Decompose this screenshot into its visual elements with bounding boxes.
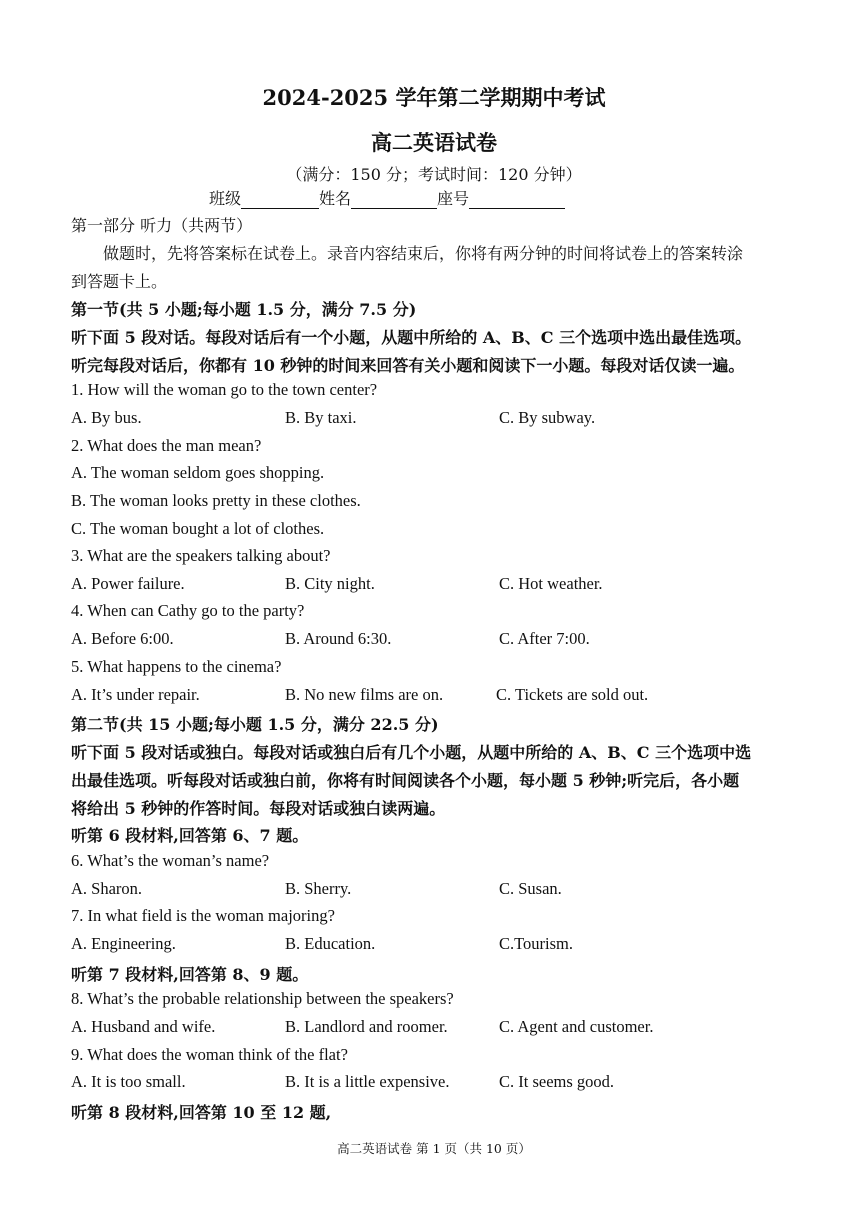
name-blank[interactable] <box>351 192 437 209</box>
question-1-option-b: B. By taxi. <box>285 408 357 427</box>
question-8-option-b: B. Landlord and roomer. <box>285 1017 448 1036</box>
question-4-stem: 4. When can Cathy go to the party? <box>71 601 305 620</box>
question-5-option-b: B. No new films are on. <box>285 685 444 704</box>
part1-heading: 第一部分 听力（共两节） <box>71 216 253 235</box>
class-blank[interactable] <box>241 192 319 209</box>
part1-instructions-line2: 到答题卡上。 <box>71 272 168 291</box>
question-4-option-a: A. Before 6:00. <box>71 629 174 648</box>
question-9-option-a: A. It is too small. <box>71 1072 186 1091</box>
student-info-row <box>209 186 565 209</box>
section1-desc-line2: 听完每段对话后，你都有 10 秒钟的时间来回答有关小题和阅读下一小题。每段对话仅读一遍。 <box>71 356 745 375</box>
question-2-option-a: A. The woman seldom goes shopping. <box>71 463 325 482</box>
question-3-stem: 3. What are the speakers talking about? <box>71 546 331 565</box>
section2-desc-line2: 出最佳选项。听每段对话或独白前，你将有时间阅读各个小题，每小题 5 秒钟;听完后，各小题 <box>71 771 740 790</box>
question-3-option-a: A. Power failure. <box>71 574 185 593</box>
question-5-option-a: A. It’s under repair. <box>71 685 200 704</box>
question-5-option-c: C. Tickets are sold out. <box>496 685 649 704</box>
question-8-option-a: A. Husband and wife. <box>71 1017 216 1036</box>
question-2-option-b: B. The woman looks pretty in these clothes. <box>71 491 361 510</box>
material-8-heading: 听第 8 段材料,回答第 10 至 12 题, <box>71 1103 332 1122</box>
question-3-option-b: B. City night. <box>285 574 375 593</box>
section2-desc-line1: 听下面 5 段对话或独白。每段对话或独白后有几个小题，从题中所给的 A、B、C 三个选项中选 <box>71 743 752 762</box>
question-8-option-c: C. Agent and customer. <box>499 1017 654 1036</box>
question-1-option-a: A. By bus. <box>71 408 142 427</box>
question-3-option-c: C. Hot weather. <box>499 574 603 593</box>
class-label: 班级 <box>209 189 242 208</box>
question-7-option-a: A. Engineering. <box>71 934 176 953</box>
seat-label: 座号 <box>437 189 470 208</box>
question-9-option-b: B. It is a little expensive. <box>285 1072 450 1091</box>
question-4-option-b: B. Around 6:30. <box>285 629 392 648</box>
question-6-stem: 6. What’s the woman’s name? <box>71 851 270 870</box>
part1-instructions-line1: 做题时，先将答案标在试卷上。录音内容结束后，你将有两分钟的时间将试卷上的答案转涂 <box>103 244 744 263</box>
question-7-stem: 7. In what field is the woman majoring? <box>71 906 335 925</box>
question-6-option-a: A. Sharon. <box>71 879 143 898</box>
name-label: 姓名 <box>319 189 352 208</box>
section2-desc-line3: 将给出 5 秒钟的作答时间。每段对话或独白读两遍。 <box>71 799 446 818</box>
question-8-stem: 8. What’s the probable relationship between the speakers? <box>71 989 454 1008</box>
exam-title: 2024-2025 学年第二学期期中考试 <box>262 85 606 110</box>
question-1-stem: 1. How will the woman go to the town center? <box>71 380 378 399</box>
material-7-heading: 听第 7 段材料,回答第 8、9 题。 <box>71 965 309 984</box>
question-2-stem: 2. What does the man mean? <box>71 436 262 455</box>
question-5-stem: 5. What happens to the cinema? <box>71 657 282 676</box>
question-6-option-b: B. Sherry. <box>285 879 352 898</box>
question-7-option-b: B. Education. <box>285 934 376 953</box>
exam-meta: （满分：150 分；考试时间：120 分钟） <box>286 165 582 184</box>
page-footer: 高二英语试卷 第 1 页（共 10 页） <box>337 1141 531 1156</box>
section1-heading: 第一节(共 5 小题;每小题 1.5 分，满分 7.5 分) <box>71 300 417 319</box>
section1-desc-line1: 听下面 5 段对话。每段对话后有一个小题，从题中所给的 A、B、C 三个选项中选出最佳选项。 <box>71 328 752 347</box>
material-6-heading: 听第 6 段材料,回答第 6、7 题。 <box>71 826 309 845</box>
question-7-option-c: C.Tourism. <box>499 934 574 953</box>
exam-subtitle: 高二英语试卷 <box>371 130 497 155</box>
question-2-option-c: C. The woman bought a lot of clothes. <box>71 519 325 538</box>
question-9-option-c: C. It seems good. <box>499 1072 615 1091</box>
seat-blank[interactable] <box>469 192 565 209</box>
question-4-option-c: C. After 7:00. <box>499 629 590 648</box>
question-6-option-c: C. Susan. <box>499 879 562 898</box>
question-1-option-c: C. By subway. <box>499 408 596 427</box>
question-9-stem: 9. What does the woman think of the flat? <box>71 1045 348 1064</box>
section2-heading: 第二节(共 15 小题;每小题 1.5 分，满分 22.5 分) <box>71 715 439 734</box>
